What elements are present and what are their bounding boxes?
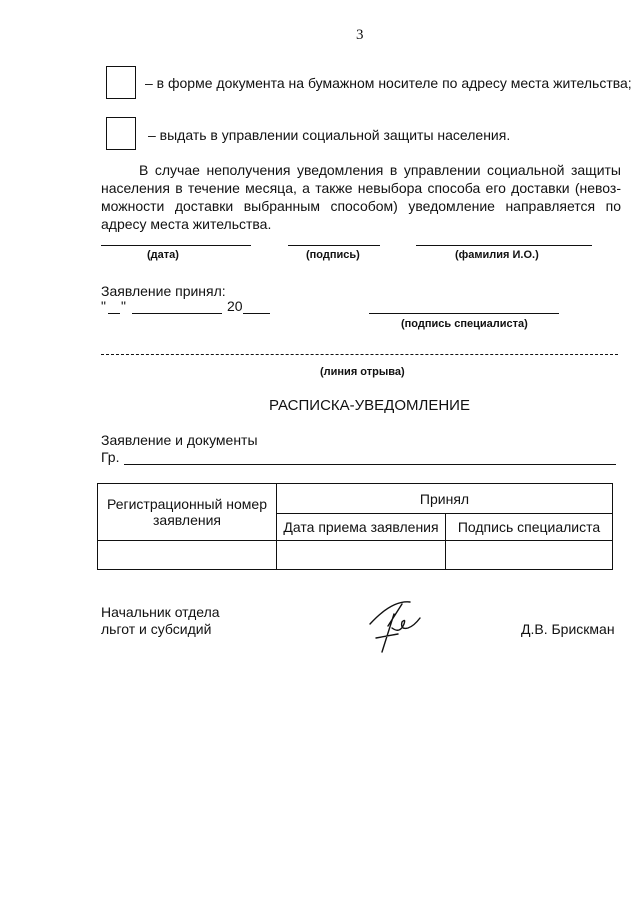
name-caption: (фамилия И.О.) <box>455 249 539 261</box>
option-paper-checkbox[interactable] <box>106 66 136 99</box>
table-row <box>98 541 613 570</box>
specialist-signature-caption: (подпись специалиста) <box>401 318 528 330</box>
specialist-signature-line[interactable] <box>369 313 559 314</box>
date-line[interactable] <box>101 245 251 246</box>
tear-line <box>101 354 618 355</box>
receipt-docs-label: Заявление и документы <box>101 432 258 448</box>
specialist-signature-cell[interactable] <box>446 541 613 570</box>
acceptance-date-header: Дата приема заявления <box>277 514 446 541</box>
date-caption: (дата) <box>147 249 179 261</box>
accepted-group-header: Принял <box>277 484 613 514</box>
option-office-checkbox[interactable] <box>106 117 136 150</box>
specialist-signature-header: Подпись специалиста <box>446 514 613 541</box>
name-line[interactable] <box>416 245 592 246</box>
registration-number-cell[interactable] <box>98 541 277 570</box>
citizen-name-line[interactable] <box>124 464 616 465</box>
footer-position-line1: Начальник отдела <box>101 604 220 620</box>
option-office-label: – выдать в управлении социальной защиты населения. <box>148 127 511 143</box>
accepted-quote-close: " <box>121 298 126 314</box>
page-number: 3 <box>356 27 364 43</box>
notice-paragraph <box>101 161 621 233</box>
signature-caption: (подпись) <box>306 249 360 261</box>
accepted-title: Заявление принял: <box>101 283 226 299</box>
receipt-citizen-prefix: Гр. <box>101 449 120 465</box>
receipt-title: РАСПИСКА-УВЕДОМЛЕНИЕ <box>269 397 470 414</box>
registration-table <box>97 483 613 570</box>
registration-number-header: Регистрационный номер заявления <box>98 484 277 541</box>
accepted-year-prefix: 20 <box>227 298 243 314</box>
signature-line[interactable] <box>288 245 380 246</box>
notice-paragraph-line1: В случае неполучения уведомления в управлении социальной защиты <box>139 162 621 178</box>
notice-paragraph-rest: населения в течение месяца, а также невыбора способа его доставки (невоз- можности доставки выбранным способом) уведомление направляется по адресу места жительства. <box>101 180 621 232</box>
accepted-year-line[interactable] <box>243 313 270 314</box>
accepted-day-line[interactable] <box>108 313 120 314</box>
accepted-month-line[interactable] <box>132 313 222 314</box>
option-paper-label: – в форме документа на бумажном носителе по адресу места жительства; <box>145 75 632 91</box>
tear-line-caption: (линия отрыва) <box>320 366 405 378</box>
footer-signer: Д.В. Брискман <box>521 621 615 637</box>
footer-position-line2: льгот и субсидий <box>101 621 212 637</box>
handwritten-signature <box>362 594 432 654</box>
accepted-quote-open: " <box>101 298 106 314</box>
acceptance-date-cell[interactable] <box>277 541 446 570</box>
